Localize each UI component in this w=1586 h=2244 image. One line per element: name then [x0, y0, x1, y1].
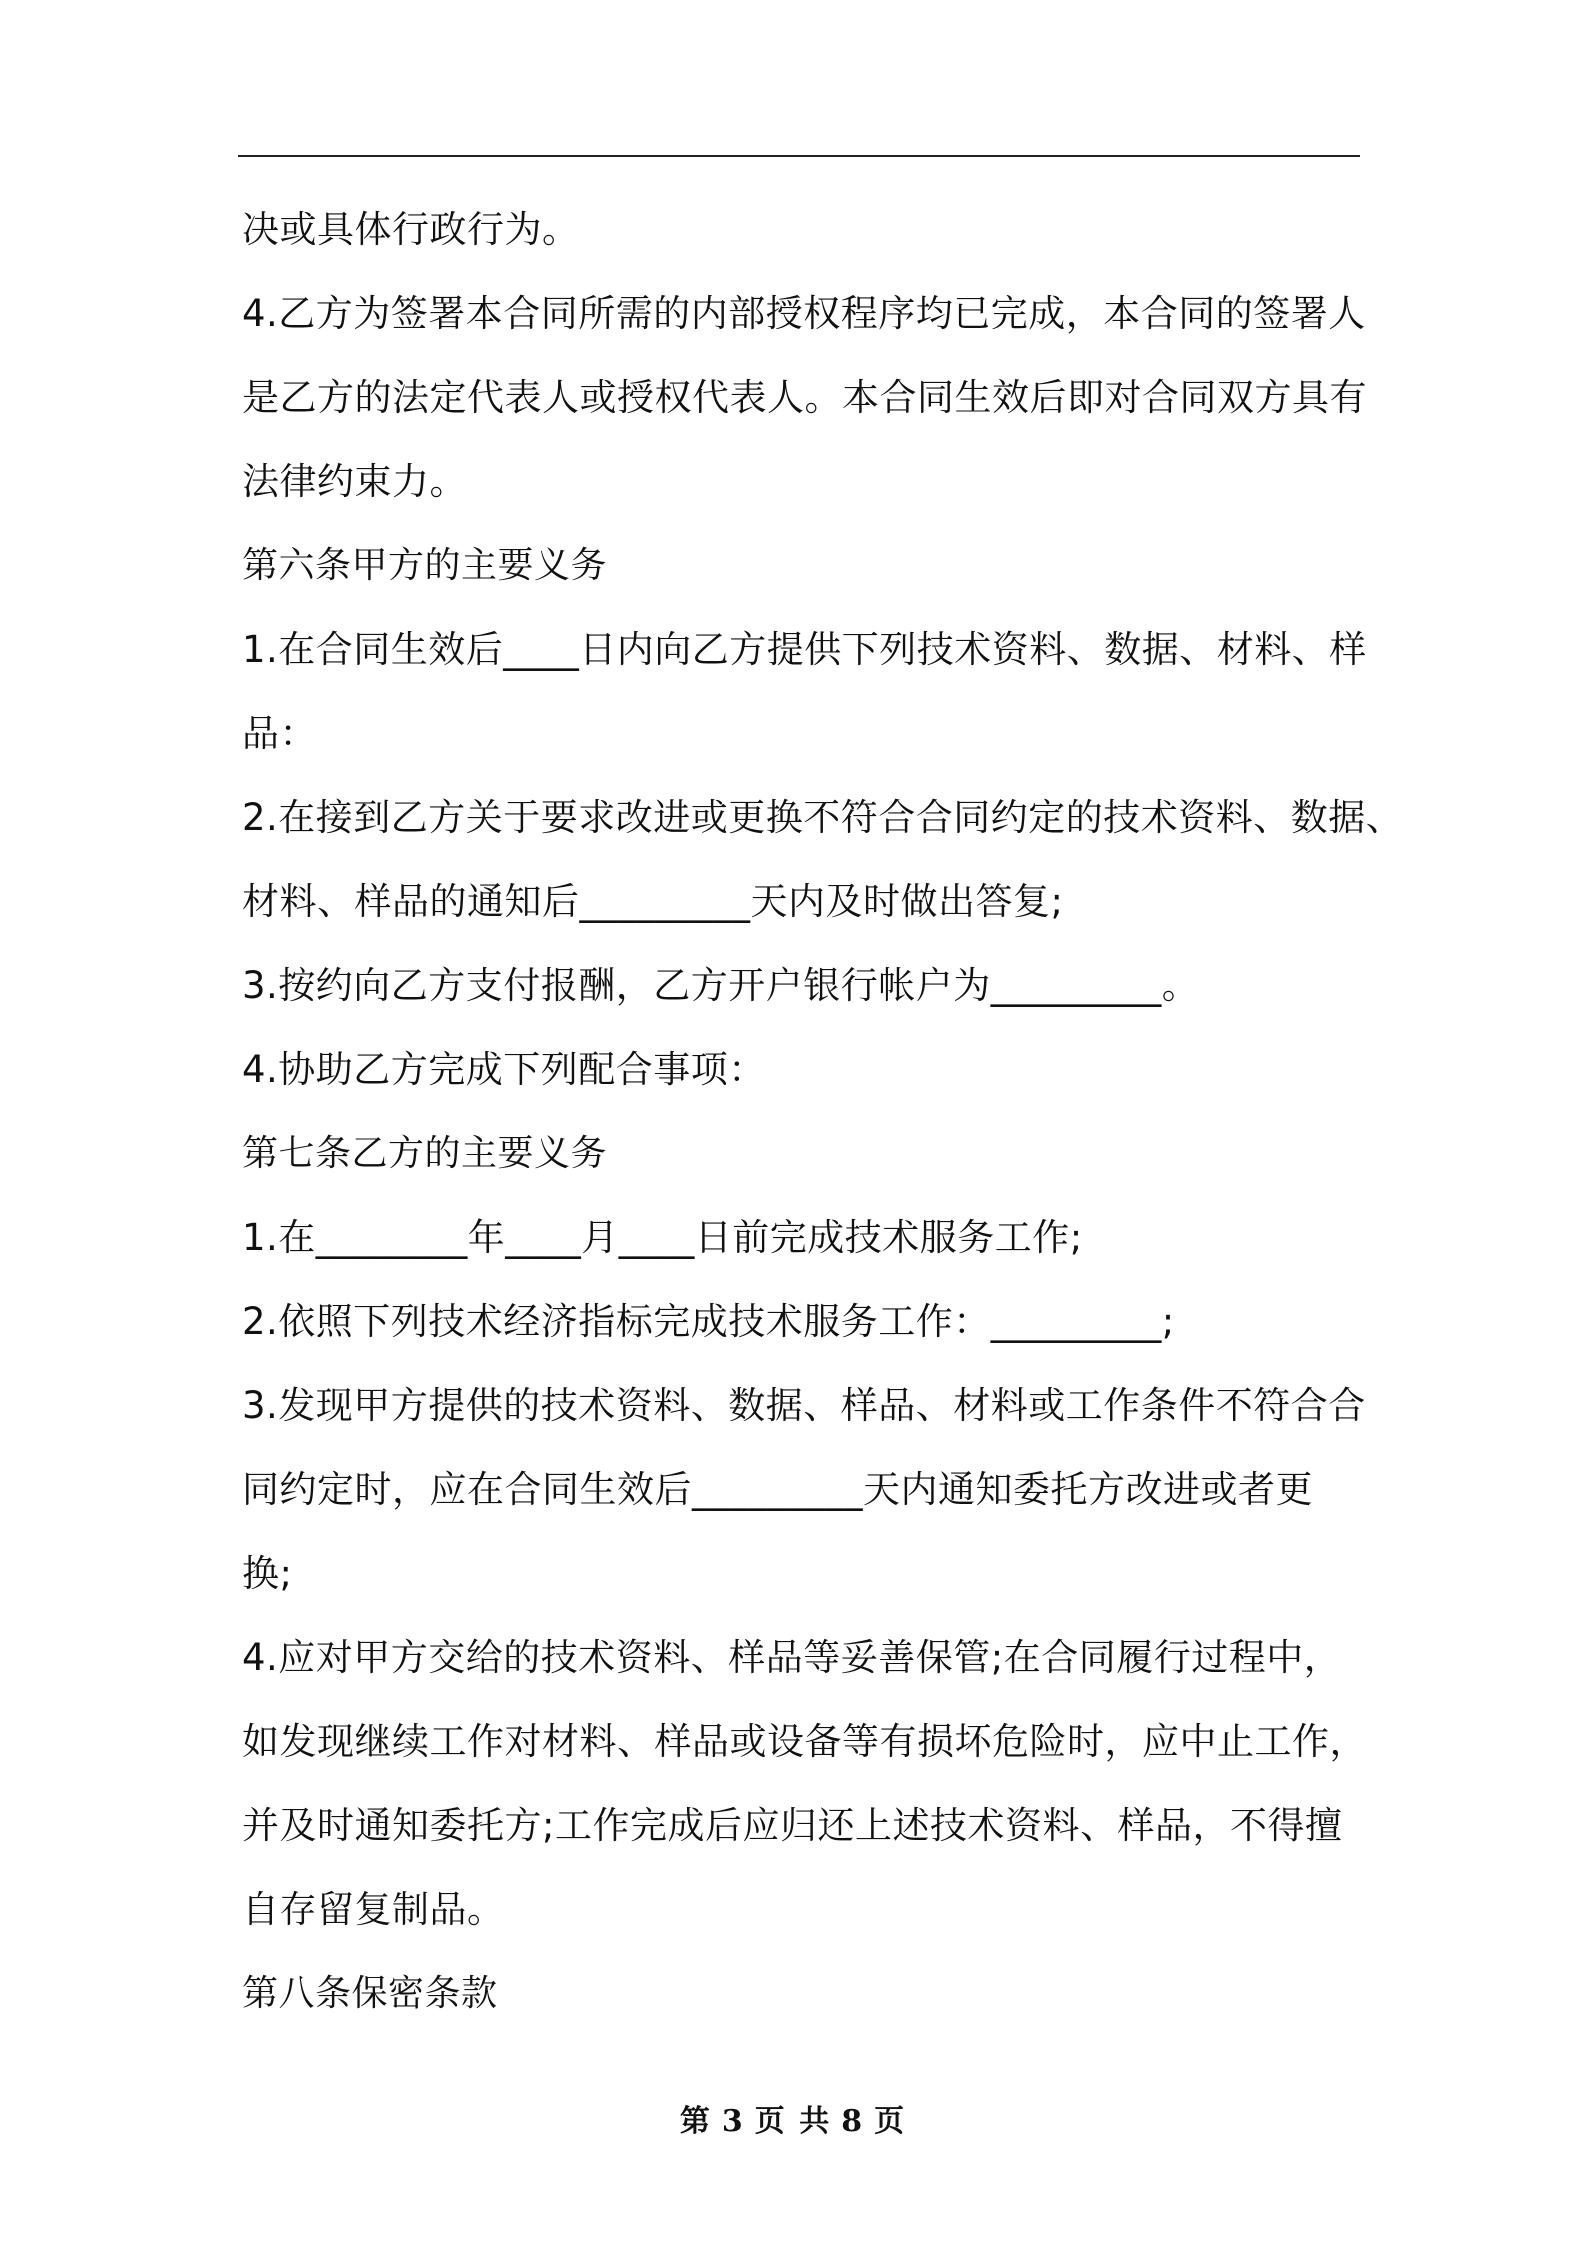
body-line: 4.协助乙方完成下列配合事项： [242, 1048, 766, 1091]
footer-suffix: 页 [874, 2104, 907, 2139]
section-heading-article-7: 第七条乙方的主要义务 [242, 1133, 608, 1174]
body-line: 如发现继续工作对材料、样品或设备等有损坏危险时，应中止工作， [242, 1720, 1367, 1763]
total-pages-number: 8 [841, 2104, 865, 2139]
current-page-number: 3 [721, 2104, 745, 2139]
body-line: 材料、样品的通知后_________天内及时做出答复; [242, 880, 1064, 923]
body-line: 3.发现甲方提供的技术资料、数据、样品、材料或工作条件不符合合 [242, 1384, 1366, 1427]
body-line: 换; [242, 1552, 293, 1595]
body-line: 并及时通知委托方;工作完成后应归还上述技术资料、样品，不得擅 [242, 1804, 1343, 1847]
footer-middle: 页 共 [754, 2104, 832, 2139]
body-line: 2.在接到乙方关于要求改进或更换不符合合同约定的技术资料、数据、 [242, 796, 1404, 839]
contract-body [242, 200, 1404, 2048]
body-line: 1.在合同生效后____日内向乙方提供下列技术资料、数据、材料、样 [242, 628, 1367, 671]
header-rule [238, 155, 1360, 157]
page-footer [0, 2096, 1586, 2140]
body-line: 4.应对甲方交给的技术资料、样品等妥善保管;在合同履行过程中， [242, 1636, 1342, 1679]
body-line: 法律约束力。 [242, 460, 467, 503]
body-line: 1.在________年____月____日前完成技术服务工作; [242, 1216, 1083, 1259]
section-heading-article-6: 第六条甲方的主要义务 [242, 545, 608, 586]
section-heading-article-8: 第八条保密条款 [242, 1973, 498, 2014]
body-line: 自存留复制品。 [242, 1888, 505, 1931]
body-line: 品： [242, 712, 317, 755]
body-line: 决或具体行政行为。 [242, 208, 580, 251]
body-line: 是乙方的法定代表人或授权代表人。本合同生效后即对合同双方具有 [242, 376, 1367, 419]
footer-prefix: 第 [679, 2104, 712, 2139]
body-line: 4.乙方为签署本合同所需的内部授权程序均已完成，本合同的签署人 [242, 292, 1366, 335]
body-line: 2.依照下列技术经济指标完成技术服务工作：_________; [242, 1300, 1175, 1343]
body-line: 同约定时，应在合同生效后_________天内通知委托方改进或者更 [242, 1468, 1313, 1511]
body-line: 3.按约向乙方支付报酬，乙方开户银行帐户为_________。 [242, 964, 1200, 1007]
